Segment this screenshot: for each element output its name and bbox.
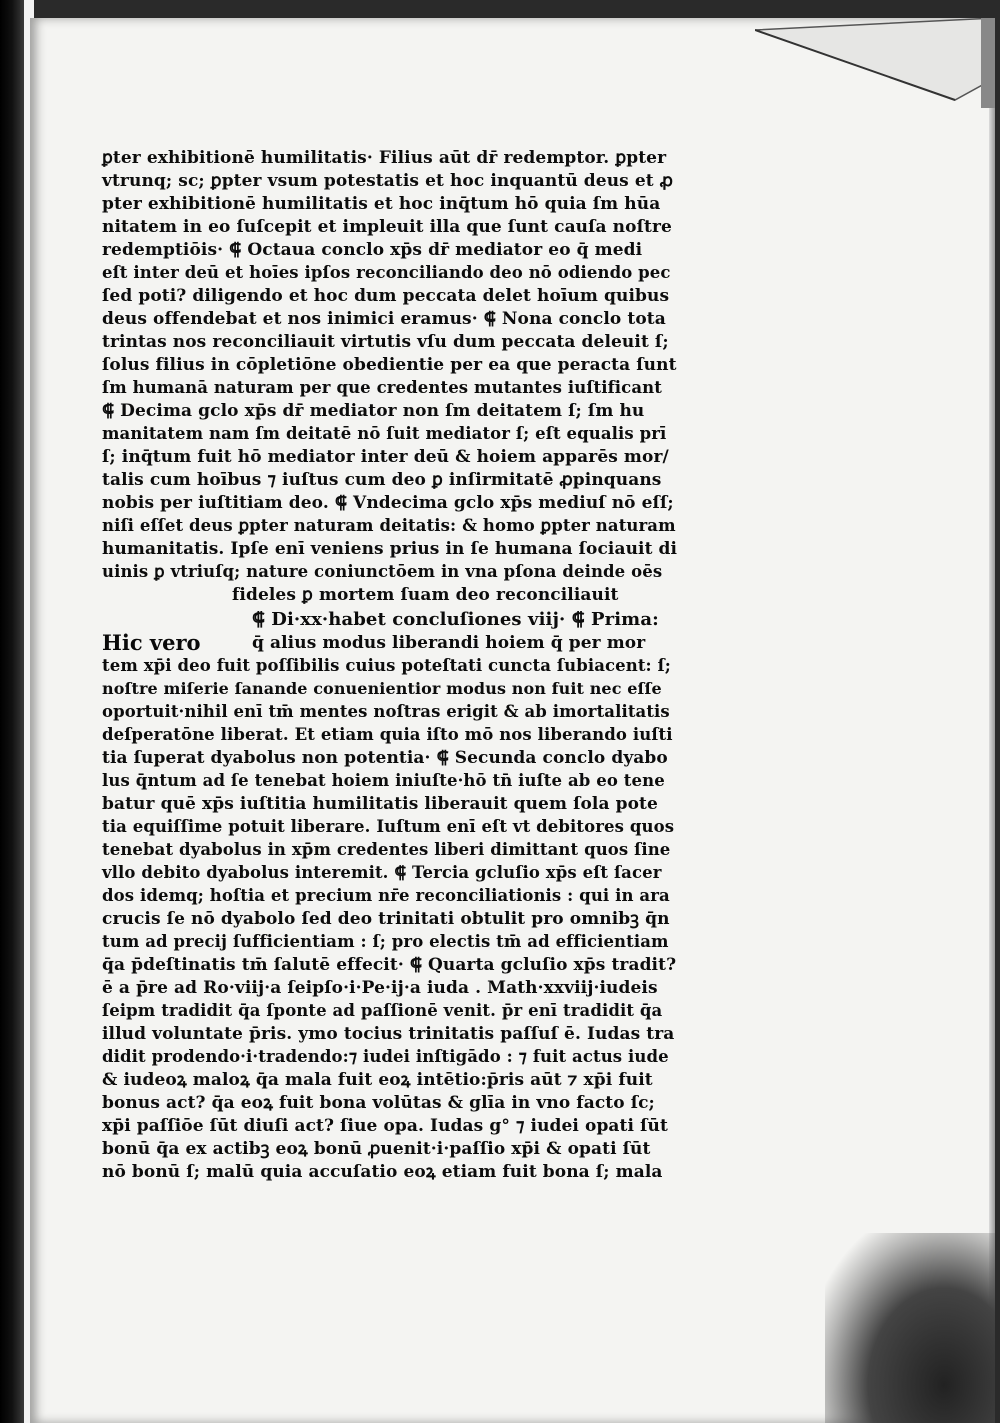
text-line: ſolus filius in cōpletiōne obedientie per ea que peracta ſunt: [102, 355, 677, 375]
page-right-shadow: [989, 18, 995, 1423]
text-line: & iudeoꝝ maloꝝ q̄a mala fuit eoꝝ intētio:p̄ris aūt ⁊ xp̄i fuit: [102, 1070, 653, 1090]
text-line: pter exhibitionē humilitatis et hoc inq̄tum hō quia ſm hūa: [102, 194, 661, 214]
text-line: ꝑter exhibitionē humilitatis· Filius aūt dr̄ redemptor. ꝑpter: [102, 148, 667, 168]
text-line: fideles ꝑ mortem ſuam deo reconciliauit: [232, 585, 619, 605]
text-line: nō bonū ſ; malū quia accuſatio eoꝝ etiam fuit bona ſ; mala: [102, 1162, 663, 1182]
text-line: xp̄i paſſiōe ſūt diuſi act? ſiue opa. Iudas g° ⁊ iudei opati ſūt: [102, 1116, 668, 1136]
text-line: eſt inter deū et hoīes ipſos reconciliando deo nō odiendo pec: [102, 263, 671, 282]
text-line: nitatem in eo ſuſcepit et impleuit illa que ſunt cauſa noſtre: [102, 217, 672, 237]
text-line: ſeipm tradidit q̄a ſponte ad paſſionē venit. p̄r enī tradidit q̄a: [102, 1001, 663, 1020]
text-line: ſm humanā naturam per que credentes mutantes iuſtificant: [102, 378, 662, 397]
text-line: vtrunq; sc; ꝑpter vsum potestatis et hoc inquantū deus et ꝓ: [102, 171, 673, 191]
text-line: noſtre miſerie ſanande conuenientior modus non fuit nec eſſe: [102, 679, 662, 698]
text-line: niſi eſſet deus ꝑpter naturam deitatis: & homo ꝑpter naturam: [102, 516, 676, 535]
thumb-shadow: [825, 1233, 995, 1423]
text-line: bonū q̄a ex actibꝫ eoꝝ bonū ꝓuenit·i·paſſio xp̄i & opati ſūt: [102, 1139, 651, 1159]
text-line: ſed poti? diligendo et hoc dum peccata delet hoīum quibus: [102, 286, 670, 306]
text-line: ⸿ Di·xx·habet concluſiones viij· ⸿ Prima:: [252, 609, 659, 630]
text-line: ſ; inq̄tum fuit hō mediator inter deū & hoiem apparēs mor/: [102, 447, 669, 467]
text-line: nobis per iuſtitiam deo. ⸿ Vndecima gclo xp̄s mediuſ nō eſſ;: [102, 493, 674, 513]
text-line: tia ſuperat dyabolus non potentia· ⸿ Secunda conclo dyabo: [102, 748, 668, 768]
text-line: q̄a p̄deſtinatis tm̄ ſalutē effecit· ⸿ Quarta gcluſio xp̄s tradit?: [102, 955, 677, 975]
text-line: didit prodendo·i·tradendo:⁊ iudei inſtigādo : ⁊ fuit actus iude: [102, 1047, 669, 1066]
text-line: tia equiſſime potuit liberare. Iuſtum enī eſt vt debitores quos: [102, 817, 675, 836]
text-line: deſperatōne liberat. Et etiam quia iſto mō nos liberando iuſti: [102, 725, 673, 744]
text-line: tum ad precij ſufficientiam : ſ; pro electis tm̄ ad efficientiam: [102, 932, 669, 951]
text-line: redemptiōis· ⸿ Octaua conclo xp̄s dr̄ mediator eo q̄ medi: [102, 240, 643, 260]
text-line: crucis ſe nō dyabolo ſed deo trinitati obtulit pro omnibꝫ q̄n: [102, 909, 670, 929]
text-line: bonus act? q̄a eoꝝ fuit bona volūtas & glīa in vno facto ſc;: [102, 1093, 655, 1113]
text-line: trintas nos reconciliauit virtutis vſu dum peccata deleuit ſ;: [102, 332, 669, 352]
text-line: illud voluntate p̄ris. ymo tocius trinitatis paſſuſ ē. Iudas tra: [102, 1024, 675, 1044]
text-line: tenebat dyabolus in xp̄m credentes liberi dimittant quos ſine: [102, 840, 671, 859]
text-line: humanitatis. Ipſe enī veniens prius in ſe humana ſociauit di: [102, 539, 678, 559]
document-page: [30, 18, 995, 1423]
text-line: ⸿ Decima gclo xp̄s dr̄ mediator non ſm deitatem ſ; ſm hu: [102, 401, 645, 421]
text-line: dos idemq; hoſtia et precium nr̄e reconciliationis : qui in ara: [102, 886, 670, 905]
folded-corner: [755, 18, 995, 108]
text-line: lus q̄ntum ad ſe tenebat hoiem iniuſte·hō tn̄ iuſte ab eo tene: [102, 771, 665, 790]
text-line: q̄ alius modus liberandi hoiem q̄ per mor: [252, 633, 646, 653]
text-line: uinis ꝑ vtriuſq; nature coniunctōem in vna pſona deinde oēs: [102, 562, 663, 581]
text-line: deus offendebat et nos inimici eramus· ⸿ Nona conclo tota: [102, 309, 666, 329]
section-heading: Hic vero: [102, 630, 201, 655]
text-line: batur quē xp̄s iuſtitia humilitatis liberauit quem ſola pote: [102, 794, 658, 814]
text-line: tem xp̄i deo fuit poſſibilis cuius poteſtati cuncta ſubiacent: ſ;: [102, 656, 671, 675]
text-line: manitatem nam ſm deitatē nō ſuit mediator ſ; eſt equalis prī: [102, 424, 667, 443]
text-line: ē a p̄re ad Ro·viij·a ſeipſo·i·Pe·ij·a iuda . Math·xxviij·iudeis: [102, 978, 658, 998]
text-line: vllo debito dyabolus interemit. ⸿ Tercia gcluſio xp̄s eſt ſacer: [102, 863, 662, 882]
text-line: talis cum hoībus ⁊ iuſtus cum deo ꝑ inſirmitatē ꝓpinquans: [102, 470, 662, 490]
text-line: oportuit·nihil enī tm̄ mentes noſtras erigit & ab imortalitatis: [102, 702, 670, 721]
